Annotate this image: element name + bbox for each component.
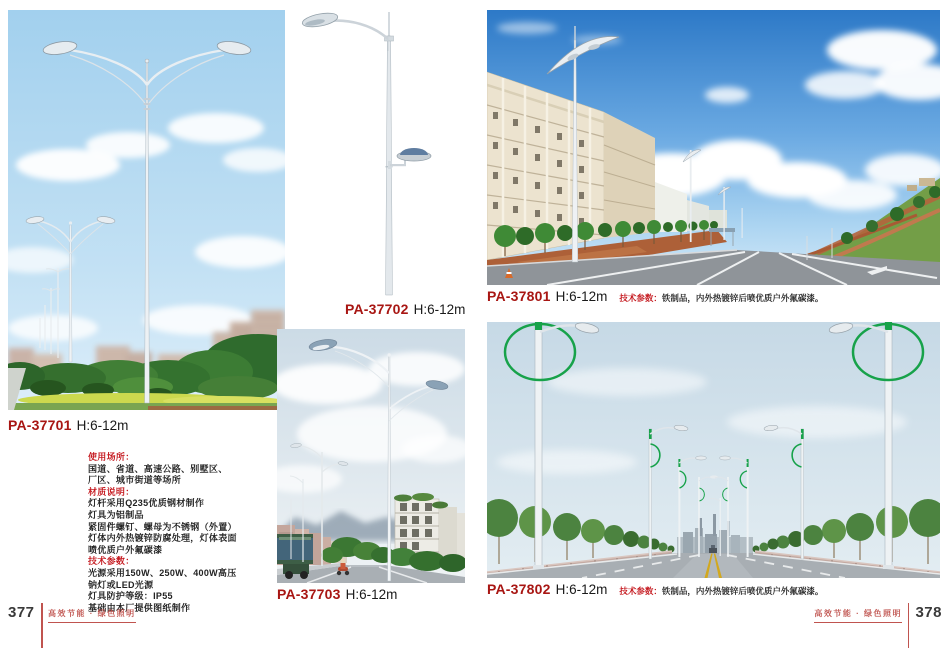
photo-pa37801	[487, 10, 940, 285]
page-number-right: 378	[915, 604, 942, 621]
product-label-pa37802	[487, 581, 823, 599]
footer-slogan: 高效节能 · 绿色照明	[814, 608, 902, 623]
product-pa37702-render	[293, 8, 463, 298]
photo-pa37703	[277, 329, 465, 583]
product-height: H:6-12m	[76, 418, 129, 433]
photo-pa37802-scene	[487, 322, 940, 578]
material-line: 紧固件螺钉、螺母为不锈钢（外置）	[88, 521, 237, 532]
product-model: PA-37701	[8, 417, 72, 433]
footer-left	[8, 603, 178, 649]
footer-right	[772, 603, 942, 649]
product-height: H:6-12m	[555, 582, 608, 597]
product-model: PA-37802	[487, 581, 551, 597]
tech-line: 钠灯或LED光源	[88, 579, 154, 590]
material-line: 灯具为铝制品	[88, 509, 144, 520]
tech-title: 技术参数：	[88, 556, 135, 567]
usage-line: 国道、省道、高速公路、别墅区、	[88, 463, 228, 474]
product-height: H:6-12m	[555, 289, 608, 304]
usage-line: 厂区、城市街道等场所	[88, 475, 182, 486]
product-height: H:6-12m	[345, 587, 398, 602]
material-line: 灯杆采用Q235优质钢材制作	[88, 498, 205, 509]
photo-pa37801-scene	[487, 10, 940, 285]
usage-title: 使用场所：	[88, 452, 135, 462]
spec-text: 铁制品，内外热镀锌后喷优质户外氟碳漆。	[661, 293, 824, 303]
tech-line: 基础由本厂提供图纸制作	[88, 602, 191, 613]
product-label-pa37702	[345, 301, 465, 319]
photo-pa37701-scene	[8, 10, 285, 410]
material-line: 喷优质户外氟碳漆	[88, 544, 163, 555]
photo-pa37702	[293, 8, 463, 298]
spec-label: 技术参数：	[619, 293, 662, 303]
product-model: PA-37702	[345, 301, 409, 317]
spec-text: 铁制品，内外热镀锌后喷优质户外氟碳漆。	[661, 586, 824, 596]
footer-slogan: 高效节能 · 绿色照明	[48, 608, 136, 623]
tech-line: 光源采用150W、250W、400W高压	[88, 567, 237, 578]
footer-divider	[908, 603, 910, 648]
spec-label: 技术参数：	[619, 586, 662, 596]
product-height: H:6-12m	[413, 302, 466, 317]
product-model: PA-37801	[487, 288, 551, 304]
photo-pa37703-scene	[277, 329, 465, 583]
tech-line: 灯具防护等级：IP55	[88, 591, 173, 602]
footer-divider	[41, 603, 43, 648]
photo-pa37701	[8, 10, 285, 410]
photo-pa37802	[487, 322, 940, 578]
product-label-pa37703	[277, 586, 397, 604]
page-number-left: 377	[8, 604, 35, 621]
material-title: 材质说明：	[88, 486, 135, 497]
specification-block	[88, 452, 263, 614]
product-label-pa37701	[8, 417, 128, 435]
product-model: PA-37703	[277, 586, 341, 602]
product-label-pa37801	[487, 288, 823, 306]
material-line: 灯体内外热镀锌防腐处理，灯体表面	[88, 533, 237, 544]
